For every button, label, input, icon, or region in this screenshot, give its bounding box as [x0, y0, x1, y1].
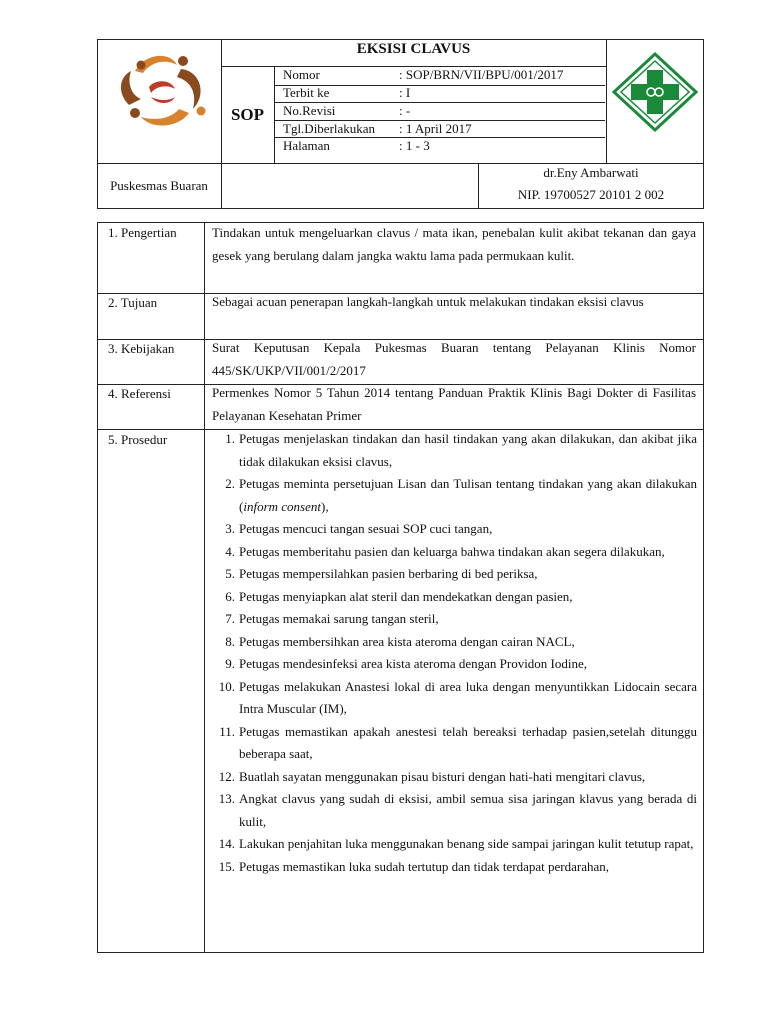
info-value-revisi: : - [399, 103, 411, 118]
inform-consent-term: inform consent [243, 498, 321, 514]
info-label-halaman: Halaman [283, 138, 330, 153]
section-text-referensi: Permenkes Nomor 5 Tahun 2014 tentang Panduan Praktik Klinis Bagi Dokter di Fasilitas Pelayanan Kesehatan Primer [212, 385, 696, 423]
column-divider [204, 223, 205, 953]
info-label-revisi: No.Revisi [283, 103, 336, 118]
section-label-prosedur: 5. Prosedur [108, 432, 168, 447]
sop-header-table [97, 39, 704, 209]
puskesmas-people-logo [115, 51, 209, 129]
sop-label: SOP [230, 105, 265, 124]
info-label-tgl: Tgl.Diberlakukan [283, 121, 376, 136]
signatory-nip: NIP. 19700527 20101 2 002 [517, 187, 665, 202]
procedure-list [207, 428, 697, 878]
document-title: EKSISI CLAVUS [356, 41, 471, 57]
procedure-step: 11. Petugas memastikan apakah anestesi telah bereaksi terhadap pasien,setelah ditunggu beberapa saat, [219, 723, 697, 761]
info-label-nomor: Nomor [283, 67, 320, 82]
info-label-terbit: Terbit ke [283, 85, 330, 100]
procedure-step: 1. Petugas menjelaskan tindakan dan hasil tindakan yang akan dilakukan, dan akibat jika tidak dilakukan eksisi clavus, [225, 431, 697, 469]
info-value-halaman: : 1 - 3 [399, 138, 430, 153]
divider-logo-right [606, 39, 607, 164]
procedure-step: 2. Petugas meminta persetujuan Lisan dan Tulisan tentang tindakan yang akan dilakukan (inform consent), [225, 476, 697, 514]
section-label-pengertian: 1. Pengertian [108, 225, 177, 240]
info-value-terbit: : I [399, 85, 411, 100]
procedure-step: 4. Petugas memberitahu pasien dan keluarga bahwa tindakan akan segera dilakukan, [225, 543, 665, 559]
procedure-step: 15. Petugas memastikan luka sudah tertutup dan tidak terdapat perdarahan, [218, 858, 610, 874]
sop-content-table [97, 222, 704, 953]
procedure-step: 9. Petugas mendesinfeksi area kista ateroma dengan Providon Iodine, [225, 656, 588, 671]
border-right [703, 39, 704, 209]
procedure-step: 12. Buatlah sayatan menggunakan pisau bisturi dengan hati-hati mengitari clavus, [218, 768, 646, 784]
divider-sop [274, 66, 275, 164]
procedure-step: 14. Lakukan penjahitan luka menggunakan benang side sampai jaringan kulit tetutup rapat, [218, 836, 694, 851]
info-value-nomor: : SOP/BRN/VII/BPU/001/2017 [399, 67, 564, 82]
green-cross-logo [612, 52, 698, 132]
procedure-step: 6. Petugas menyiapkan alat steril dan mendekatkan dengan pasien, [225, 588, 573, 604]
section-label-kebijakan: 3. Kebijakan [108, 341, 175, 356]
puskesmas-name: Puskesmas Buaran [110, 178, 208, 193]
section-label-referensi: 4. Referensi [108, 386, 171, 401]
procedure-step: 3. Petugas mencuci tangan sesuai SOP cuci tangan, [225, 521, 493, 536]
section-text-pengertian: Tindakan untuk mengeluarkan clavus / mata ikan, penebalan kulit akibat tekanan dan gaya gesek yang berulang dalam jangka waktu lama pada permukaan kulit. [212, 225, 696, 263]
procedure-step: 10. Petugas melakukan Anastesi lokal di area luka dengan menyuntikkan Lidocain secara Intra Muscular (IM), [218, 678, 697, 716]
procedure-step: 13. Angkat clavus yang sudah di eksisi, ambil semua sisa jaringan klavus yang berada di kulit, [218, 791, 697, 829]
section-text-tujuan: Sebagai acuan penerapan langkah-langkah untuk melakukan tindakan eksisi clavus [212, 294, 644, 309]
procedure-step: 5. Petugas mempersilahkan pasien berbaring di bed periksa, [225, 566, 538, 581]
section-text-kebijakan: Surat Keputusan Kepala Pukesmas Buaran tentang Pelayanan Klinis Nomor 445/SK/UKP/VII/001/2/2017 [212, 340, 696, 378]
procedure-step: 8. Petugas membersihkan area kista ateroma dengan cairan NACL, [225, 633, 575, 649]
signatory-name: dr.Eny Ambarwati [543, 165, 639, 180]
section-label-tujuan: 2. Tujuan [108, 295, 158, 310]
info-value-tgl: : 1 April 2017 [399, 121, 472, 136]
procedure-step: 7. Petugas memakai sarung tangan steril, [225, 611, 439, 626]
